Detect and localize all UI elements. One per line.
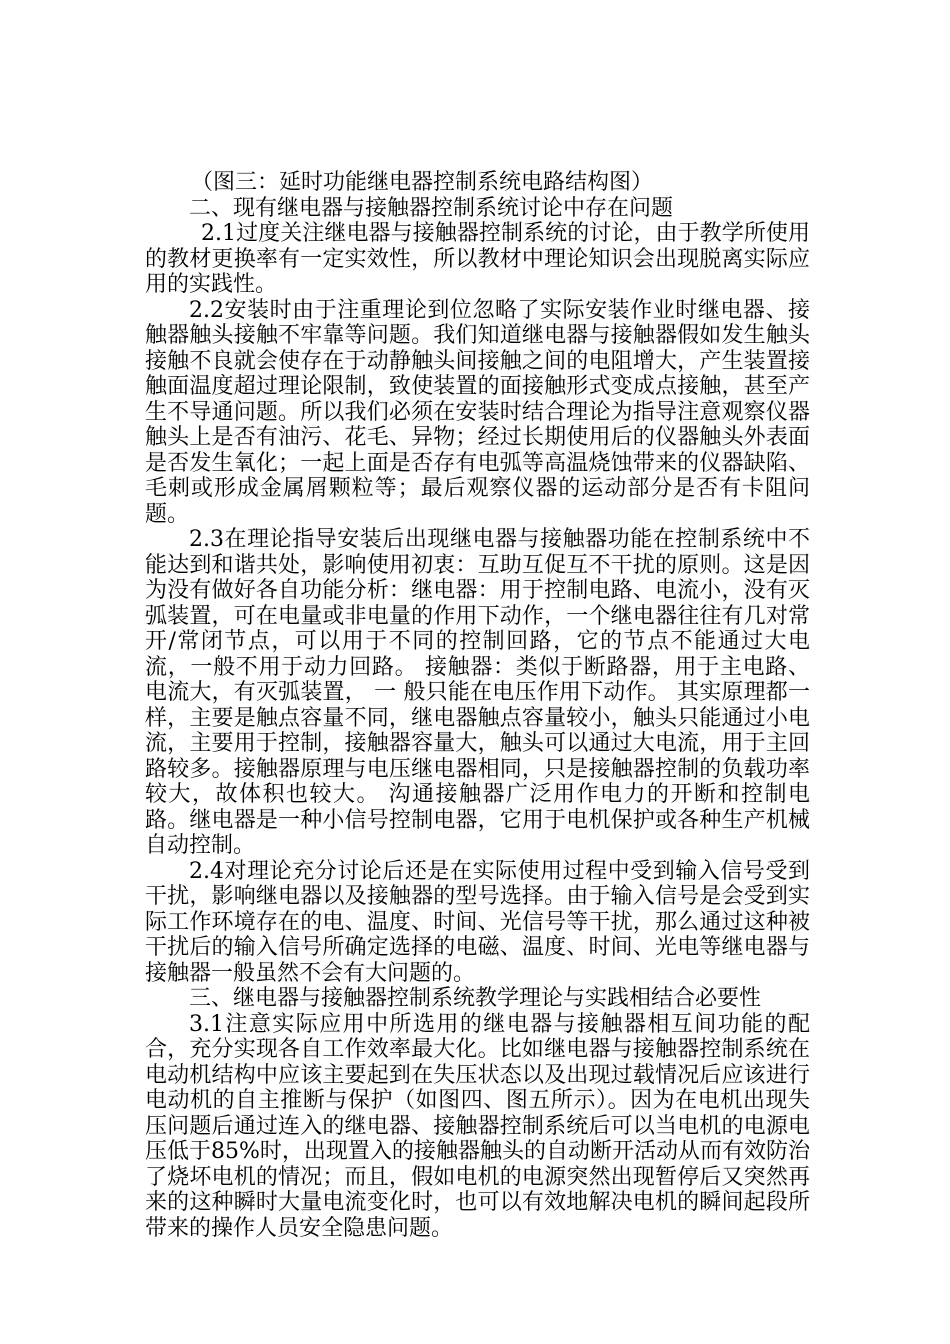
paragraph-3-1: 3.1注意实际应用中所选用的继电器与接触器相互间功能的配合，充分实现各自工作效率最大化。比如继电器与接触器控制系统在电动机结构中应该主要起到在失压状态以及出现过载情况后应该进行电动机的自主推断与保护（如图四、图五所示）。因为在电机出现失压问题后通过连入的继电器、接触器控制系统后可以当电机的电源电压低于85%时，出现置入的接触器触头的自动断开活动从而有效防治了烧坏电机的情况；而且，假如电机的电源突然出现暂停后又突然再来的这种瞬时大量电流变化时，也可以有效地解决电机的瞬间起段所带来的操作人员安全隐患问题。 [145, 1011, 810, 1241]
paragraph-2-3: 2.3在理论指导安装后出现继电器与接触器功能在控制系统中不能达到和谐共处，影响使用初衷：互助互促互不干扰的原则。这是因为没有做好各自功能分析：继电器：用于控制电路、电流小，没有灭弧装置，可在电量或非电量的作用下动作，一个继电器往往有几对常开/常闭节点，可以用于不同的控制回路，它的节点不能通过大电流，一般不用于动力回路。 接触器：类似于断路器，用于主电路、电流大，有灭弧装置， 一 般只能在电压作用下动作。 其实原理都一样，主要是触点容量不同，继电器触点容量较小，触头只能通过小电流，主要用于控制，接触器容量大，触头可以通过大电流，用于主回路较多。接触器原理与电压继电器相同，只是接触器控制的负载功率较大，故体积也较大。 沟通接触器广泛用作电力的开断和控制电路。继电器是一种小信号控制电器，它用于电机保护或各种生产机械自动控制。 [145, 527, 810, 858]
paragraph-2-1: 2.1过度关注继电器与接触器控制系统的讨论，由于教学所使用的教材更换率有一定实效性，所以教材中理论知识会出现脱离实际应用的实践性。 [145, 221, 810, 297]
body-text [145, 170, 810, 1241]
figure-caption: （图三：延时功能继电器控制系统电路结构图） [191, 170, 654, 195]
section-heading-2: 二、现有继电器与接触器控制系统讨论中存在问题 [189, 195, 674, 221]
section-heading-3: 三、继电器与接触器控制系统教学理论与实践相结合必要性 [189, 986, 762, 1011]
paragraph-2-4: 2.4对理论充分讨论后还是在实际使用过程中受到输入信号受到干扰，影响继电器以及接触器的型号选择。由于输入信号是会受到实际工作环境存在的电、温度、时间、光信号等干扰，那么通过这种被干扰后的输入信号所确定选择的电磁、温度、时间、光电等继电器与接触器一般虽然不会有大问题的。 [145, 858, 810, 986]
paragraph-2-2: 2.2安装时由于注重理论到位忽略了实际安装作业时继电器、接触器触头接触不牢靠等问题。我们知道继电器与接触器假如发生触头接触不良就会使存在于动静触头间接触之间的电阻增大，产生装置接触面温度超过理论限制，致使装置的面接触形式变成点接触，甚至产生不导通问题。所以我们必须在安装时结合理论为指导注意观察仪器触头上是否有油污、花毛、异物；经过长期使用后的仪器触头外表面是否发生氧化；一起上面是否存有电弧等高温烧蚀带来的仪器缺陷、毛刺或形成金属屑颗粒等；最后观察仪器的运动部分是否有卡阻问题。 [145, 297, 810, 527]
